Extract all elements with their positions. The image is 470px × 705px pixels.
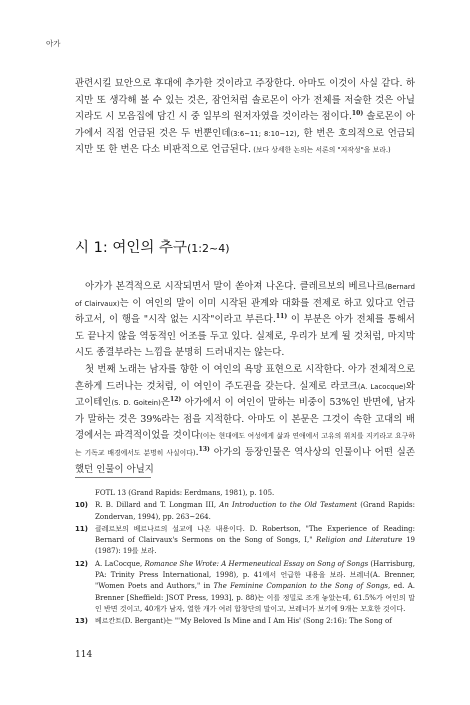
footnote-11-text-b: 19 (1987): 19를 보라. — [95, 536, 416, 556]
footnote-12-text-b: (Harrisburg, PA: Trinity Press International, 1998), p. 41에서 언급한 내용을 보라. 브레너(A. Brenner, "Women Poets and Authors," in — [95, 559, 416, 591]
footnote-ref-10: 10) — [351, 110, 364, 118]
footnote-ref-12: 12) — [169, 396, 182, 404]
footnote-12-title-2: The Feminine Companion to the Song of Songs — [213, 582, 389, 591]
footnote-12-text-c: , ed. A. Brenner [Sheffield: JSOT Press, 1993], p. 88)는 이를 정밀로 조개 놓았는데, 61.5%가 여인의 말인 반면 것이고, 40개가 남자, 열한 개가 여러 합창단의 말이고, 브레너가 보기에 9개는 모호한 것이다. — [95, 582, 415, 613]
running-head: 아가 — [46, 39, 61, 48]
footnote-13-text-a: 베르칸트(D. Bergant)는 "'My Beloved Is Mine and I Am His' (Song 2:16): The Song of — [95, 617, 392, 626]
footnote-12-title: Romance She Wrote: A Hermeneutical Essay on Song of Songs — [144, 559, 369, 568]
parenthetical-note: (이는 현대에도 여성에게 삶과 연애에서 고유의 위치를 지키라고 요구하는 기독교 배경에서도 분명히 사실이다) — [75, 432, 415, 457]
footnote-ref-13: 13) — [198, 445, 210, 453]
footnote-10-text-a: R. B. Dillard and T. Longman III, — [95, 501, 220, 510]
footnote-ref-11: 11) — [275, 313, 288, 321]
body-paragraph-1 — [75, 76, 415, 159]
section-title-text: 시 1: 여인의 추구 — [75, 240, 187, 256]
para3-text-3: 은 — [160, 397, 170, 409]
footnote-continuation-text: FOTL 13 (Grand Rapids: Eerdmans, 1981), p. 105. — [95, 489, 275, 497]
page-number: 114 — [75, 650, 93, 660]
para2-text-2: 는 이 여인의 말이 이미 시작된 관계와 대화를 전제로 하고 있다고 언급하고서, 이 행을 "시작 없는 시작"이라고 부른다. — [75, 297, 415, 326]
footnote-11-number: 11) — [75, 524, 88, 533]
verse-reference: (3:6~11; 8:10~12) — [230, 129, 297, 138]
footnote-10-title: An Introduction to the Old Testament — [219, 501, 358, 510]
para2-text-3: 이 부분은 아가 전체를 통해서도 끝나지 않을 역동적인 어조를 두고 있다. 실제로, 우리가 보게 될 것처럼, 마지막 시도 종결부라는 느낌을 분명히 드러내지는 않는다. — [75, 314, 415, 359]
para3-text-2: 와 고이테인 — [75, 380, 415, 409]
footnote-12-number: 12) — [75, 559, 88, 568]
name-lacocque: (A. Lacocque) — [357, 382, 406, 391]
footnote-11-title: Religion and Literature — [316, 536, 403, 545]
para2-text-1: 아가가 본격적으로 시작되면서 말이 쏟아져 나온다. 클레르보의 베르나르 — [85, 281, 385, 292]
body-paragraph-2 — [75, 279, 415, 362]
footnote-11 — [75, 524, 415, 558]
para1-text-2: 솔로몬이 아가에서 직접 언급된 것은 두 번뿐인데 — [75, 111, 416, 139]
section-title — [75, 236, 230, 257]
name-bernard: (Bernard of Clairvaux) — [75, 283, 415, 308]
section-verse-range: (1:2~4) — [186, 242, 230, 255]
footnote-10 — [75, 500, 415, 523]
footnote-12 — [75, 559, 415, 615]
para3-text-4: 아가에서 이 여인이 말하는 비중이 53%인 반면에, 남자가 말하는 것은 39%라는 점을 지적한다. 아마도 이 본문은 그것이 속한 고대의 배경에서는 파격적이었을 것이다 — [75, 397, 415, 442]
footnote-10-text-b: (Grand Rapids: Zondervan, 1994), pp. 263~264. — [95, 501, 416, 521]
cross-reference-note: (보다 상세한 논의는 서론의 "저작성"을 보라.) — [251, 146, 391, 155]
footnote-12-text-a: A. LaCocque, — [95, 559, 145, 568]
para1-text-3: , 한 번은 호의적으로 언급되지만 또 한 번은 다소 비판적으로 언급된다. — [75, 127, 416, 156]
para3-text-6: 아가의 등장인물은 역사상의 인물이나 어떤 실존했던 인물이 아닐지 — [75, 446, 415, 475]
footnote-10-number: 10) — [75, 501, 88, 510]
para1-text-1: 관련시킬 묘안으로 후대에 추가한 것이라고 주장한다. 아마도 이것이 사실 같다. 하지만 또 생각해 볼 수 있는 것은, 잠언처럼 솔로몬이 아가 전체를 저술한 것은 아닐지라도 시 모음집에 담긴 시 중 일부의 원저자였을 것이라는 점이다. — [75, 78, 415, 123]
name-goitein: (S. D. Goitein) — [111, 399, 161, 408]
footnote-divider — [75, 477, 151, 478]
footnote-13-number: 13) — [75, 617, 88, 626]
footnote-13 — [75, 616, 415, 627]
para3-text-1: 첫 번째 노래는 남자를 향한 이 여인의 욕망 표현으로 시작한다. 아가 전체적으로 흔하게 드러나는 것처럼, 이 여인이 주도권을 갖는다. 실제로 라코크 — [75, 364, 415, 392]
footnotes — [75, 488, 415, 629]
footnote-11-text-a: 클레르보의 베르나르의 설교에 나온 내용이다. D. Robertson, "The Experience of Reading: Bernard of Clairvaux's Sermons on the Song of Songs, I," — [95, 524, 415, 545]
footnote-continuation — [75, 488, 415, 499]
para3-text-5: . — [195, 446, 199, 458]
body-paragraph-3 — [75, 362, 415, 478]
